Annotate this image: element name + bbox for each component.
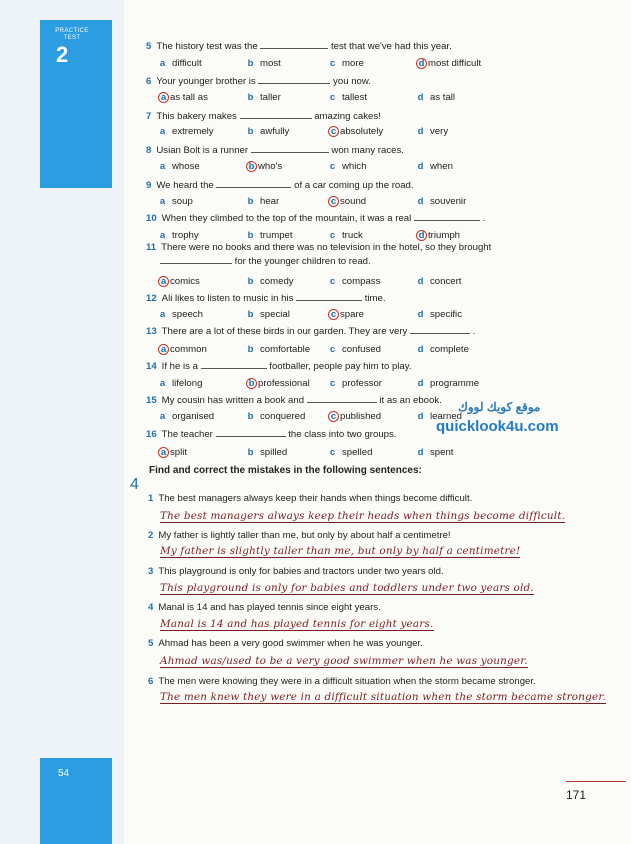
option-letter: d (417, 126, 424, 137)
stem-text: it as an ebook. (376, 395, 442, 406)
option-13b (246, 344, 310, 355)
option-text: speech (172, 309, 203, 320)
question-15 (146, 394, 442, 406)
page-number: 171 (566, 788, 587, 802)
option-14a (158, 378, 202, 389)
option-15c (328, 411, 381, 422)
question-number: 11 (146, 242, 157, 253)
mistake-sentence-2 (148, 530, 451, 541)
option-letter: b (247, 126, 254, 137)
mistake-sentence-4 (148, 602, 381, 613)
option-5d (416, 58, 481, 69)
question-number: 12 (146, 293, 157, 304)
handwritten-correction-3: This playground is only for babies and toddlers under two years old. (160, 582, 534, 594)
sentence-text: Ahmad has been a very good swimmer when he was younger. (158, 638, 423, 649)
option-11a (158, 276, 200, 287)
watermark-url: quicklook4u.com (436, 418, 559, 435)
stem-text: This bakery makes (156, 111, 240, 122)
handwritten-correction-5: Ahmad was/used to be a very good swimmer when he was younger. (160, 655, 528, 667)
stem-text: Your younger brother is (156, 76, 259, 87)
option-8a (158, 161, 200, 172)
answer-blank (240, 110, 312, 119)
option-text: special (260, 309, 290, 320)
question-8 (146, 144, 404, 156)
answer-blank (307, 394, 377, 403)
stem-text: won many races. (328, 145, 404, 156)
option-text: comedy (260, 276, 294, 287)
sentence-text: This playground is only for babies and tractors under two years old. (158, 566, 444, 577)
option-12b (246, 309, 290, 320)
stem-text: The history test was the (156, 41, 261, 52)
option-letter: b (247, 276, 254, 287)
item-number: 4 (148, 602, 154, 613)
footer-tab (40, 758, 112, 844)
option-letter: d (417, 344, 424, 355)
question-number: 15 (146, 395, 157, 406)
section-number: 4 (130, 476, 139, 493)
option-text: comics (170, 276, 200, 287)
stem-text: the class into two groups. (285, 429, 397, 440)
stem-text: Usian Bolt is a runner (156, 145, 251, 156)
question-number: 14 (146, 361, 157, 372)
handwritten-correction-1: The best managers always keep their heads when things become difficult. (160, 510, 566, 522)
option-text: concert (430, 276, 462, 287)
option-6c (328, 92, 367, 103)
option-text: more (342, 58, 364, 69)
option-text: when (430, 161, 453, 172)
option-text: programme (430, 378, 480, 389)
question-11-line2 (160, 255, 371, 267)
item-number: 1 (148, 493, 154, 504)
option-letter: a (159, 411, 166, 422)
answer-blank (414, 212, 480, 221)
stem-text: time. (362, 293, 386, 304)
option-text: tallest (342, 92, 368, 103)
option-letter: a (159, 161, 166, 172)
tab-number: 2 (56, 42, 69, 67)
stem-text: My cousin has written a book and (161, 395, 307, 406)
option-15b (246, 411, 305, 422)
stem-text: The teacher (161, 429, 216, 440)
option-text: organised (172, 411, 215, 422)
option-10b (246, 230, 293, 241)
question-number: 10 (146, 213, 157, 224)
option-text: which (342, 161, 367, 172)
stem-text: . (470, 326, 476, 337)
selected-answer-letter: b (246, 378, 257, 389)
option-8b (246, 161, 282, 172)
option-letter: c (329, 447, 336, 458)
item-number: 3 (148, 566, 154, 577)
option-11d (416, 276, 461, 287)
answer-blank (260, 40, 328, 49)
option-letter: a (159, 309, 166, 320)
sentence-text: The men were knowing they were in a difficult situation when the storm became stronger. (158, 676, 536, 687)
option-text: most (260, 58, 281, 69)
option-text: triumph (428, 230, 460, 241)
page-rule (566, 781, 626, 782)
option-8c (328, 161, 367, 172)
section-title: Find and correct the mistakes in the following sentences: (149, 465, 422, 476)
option-text: compass (342, 276, 381, 287)
option-text: most difficult (428, 58, 482, 69)
option-7a (158, 126, 214, 137)
answer-blank (410, 325, 470, 334)
option-letter: d (417, 196, 424, 207)
option-text: extremely (172, 126, 214, 137)
option-letter: b (247, 92, 254, 103)
question-7 (146, 110, 381, 122)
option-15a (158, 411, 214, 422)
option-8d (416, 161, 453, 172)
option-text: souvenir (430, 196, 467, 207)
option-text: published (340, 411, 382, 422)
stem-text: Ali likes to listen to music in his (161, 293, 297, 304)
option-letter: c (329, 344, 336, 355)
option-11b (246, 276, 294, 287)
option-letter: b (247, 447, 254, 458)
option-7c (328, 126, 383, 137)
stem-text: We heard the (156, 180, 217, 191)
answer-blank (160, 255, 232, 264)
question-number: 16 (146, 429, 157, 440)
selected-answer-letter: c (328, 196, 339, 207)
option-5c (328, 58, 364, 69)
question-10 (146, 212, 485, 224)
option-text: common (170, 344, 207, 355)
option-letter: b (247, 309, 254, 320)
option-7b (246, 126, 289, 137)
question-number: 5 (146, 41, 152, 52)
option-letter: c (329, 161, 336, 172)
sentence-text: The best managers always keep their hands when things become difficult. (158, 493, 473, 504)
option-letter: c (329, 378, 336, 389)
option-5a (158, 58, 202, 69)
option-13d (416, 344, 469, 355)
answer-blank (201, 360, 267, 369)
option-16a (158, 447, 187, 458)
option-letter: a (159, 196, 166, 207)
option-16c (328, 447, 372, 458)
selected-answer-letter: d (416, 230, 427, 241)
practice-test-tab (40, 20, 112, 188)
option-6b (246, 92, 281, 103)
question-16 (146, 428, 396, 440)
option-letter: c (329, 92, 336, 103)
option-text: soup (172, 196, 193, 207)
handwritten-correction-6: The men knew they were in a difficult situation when the storm became stronger. (160, 691, 606, 703)
question-13 (146, 325, 475, 337)
watermark-arabic: موقع كويك لووك (458, 400, 541, 414)
option-text: specific (430, 309, 462, 320)
option-11c (328, 276, 380, 287)
option-9a (158, 196, 193, 207)
option-letter: a (159, 58, 166, 69)
option-9c (328, 196, 366, 207)
option-16b (246, 447, 287, 458)
stem-text: you now. (330, 76, 371, 87)
answer-blank (258, 75, 330, 84)
question-11 (146, 242, 491, 253)
option-16d (416, 447, 453, 458)
option-6d (416, 92, 455, 103)
question-number: 7 (146, 111, 152, 122)
option-text: awfully (260, 126, 290, 137)
sentence-text: Manal is 14 and has played tennis since eight years. (158, 602, 381, 613)
option-14c (328, 378, 382, 389)
option-13a (158, 344, 207, 355)
item-number: 2 (148, 530, 154, 541)
stem-text: When they climbed to the top of the mountain, it was a real (161, 213, 414, 224)
option-text: conquered (260, 411, 306, 422)
question-14 (146, 360, 412, 372)
stem-text: . (479, 213, 486, 224)
question-number: 13 (146, 326, 157, 337)
stem-text: amazing cakes! (311, 111, 381, 122)
question-6 (146, 75, 371, 87)
mistake-sentence-5 (148, 638, 423, 649)
option-7d (416, 126, 448, 137)
option-5b (246, 58, 281, 69)
option-10d (416, 230, 460, 241)
question-number: 9 (146, 180, 152, 191)
option-text: sound (340, 196, 367, 207)
option-text: very (430, 126, 449, 137)
option-12d (416, 309, 462, 320)
question-12 (146, 292, 386, 304)
option-letter: a (159, 230, 166, 241)
answer-blank (251, 144, 329, 153)
item-number: 6 (148, 676, 154, 687)
mistake-sentence-6 (148, 676, 536, 687)
selected-answer-letter: a (158, 92, 169, 103)
selected-answer-letter: c (328, 411, 339, 422)
option-text: learned (430, 411, 463, 422)
selected-answer-letter: b (246, 161, 257, 172)
answer-blank (296, 292, 362, 301)
question-number: 8 (146, 145, 152, 156)
option-text: complete (430, 344, 469, 355)
mistake-sentence-1 (148, 493, 472, 504)
option-letter: d (417, 447, 424, 458)
option-letter: d (417, 161, 424, 172)
option-text: who's (258, 161, 283, 172)
answer-blank (216, 179, 291, 188)
option-letter: c (329, 230, 336, 241)
option-letter: d (417, 378, 424, 389)
option-text: split (170, 447, 188, 458)
option-text: difficult (172, 58, 202, 69)
option-12a (158, 309, 203, 320)
stem-text: If he is a (161, 361, 201, 372)
stem-text: of a car coming up the road. (291, 180, 414, 191)
option-14b (246, 378, 310, 389)
option-letter: b (247, 344, 254, 355)
option-10a (158, 230, 199, 241)
question-5 (146, 40, 452, 52)
option-letter: c (329, 58, 336, 69)
option-text: absolutely (340, 126, 384, 137)
option-text: spent (430, 447, 454, 458)
stem-text: There were no books and there was no television in the hotel, so they brought (161, 242, 492, 253)
option-text: as tall as (170, 92, 208, 103)
option-text: trumpet (260, 230, 293, 241)
selected-answer-letter: a (158, 447, 169, 458)
option-letter: a (159, 378, 166, 389)
option-text: spelled (342, 447, 373, 458)
sentence-text: My father is lightly taller than me, but only by about half a centimetre! (158, 530, 451, 541)
option-letter: c (329, 276, 336, 287)
stem-text: test that we've had this year. (328, 41, 452, 52)
option-text: as tall (430, 92, 456, 103)
option-letter: d (417, 276, 424, 287)
stem-text: footballer, people pay him to play. (266, 361, 412, 372)
handwritten-correction-4: Manal is 14 and has played tennis for eight years. (160, 618, 434, 630)
option-letter: b (247, 230, 254, 241)
stem-text: There are a lot of these birds in our garden. They are very (161, 326, 410, 337)
selected-answer-letter: a (158, 344, 169, 355)
stem-text: for the younger children to read. (232, 256, 371, 267)
option-text: hear (260, 196, 280, 207)
option-14d (416, 378, 479, 389)
option-6a (158, 92, 208, 103)
selected-answer-letter: c (328, 126, 339, 137)
option-letter: b (247, 58, 254, 69)
question-9 (146, 179, 414, 191)
option-text: professor (342, 378, 382, 389)
question-number: 6 (146, 76, 152, 87)
selected-answer-letter: c (328, 309, 339, 320)
option-text: truck (342, 230, 363, 241)
option-text: taller (260, 92, 281, 103)
footer-tab-page: 54 (58, 768, 70, 779)
option-13c (328, 344, 381, 355)
tab-label: PRACTICE TEST (55, 28, 89, 41)
option-12c (328, 309, 364, 320)
option-letter: d (417, 411, 424, 422)
item-number: 5 (148, 638, 154, 649)
answer-blank (216, 428, 286, 437)
option-text: comfortable (260, 344, 311, 355)
option-letter: a (159, 126, 166, 137)
option-text: whose (172, 161, 200, 172)
option-text: spilled (260, 447, 288, 458)
option-9b (246, 196, 279, 207)
option-text: lifelong (172, 378, 203, 389)
mistake-sentence-3 (148, 566, 444, 577)
option-text: professional (258, 378, 310, 389)
option-text: trophy (172, 230, 199, 241)
option-10c (328, 230, 363, 241)
option-letter: b (247, 411, 254, 422)
option-letter: d (417, 92, 424, 103)
handwritten-correction-2: My father is slightly taller than me, but only by half a centimetre! (160, 545, 521, 557)
selected-answer-letter: a (158, 276, 169, 287)
selected-answer-letter: d (416, 58, 427, 69)
option-9d (416, 196, 466, 207)
option-letter: d (417, 309, 424, 320)
option-text: spare (340, 309, 364, 320)
option-letter: b (247, 196, 254, 207)
option-text: confused (342, 344, 381, 355)
